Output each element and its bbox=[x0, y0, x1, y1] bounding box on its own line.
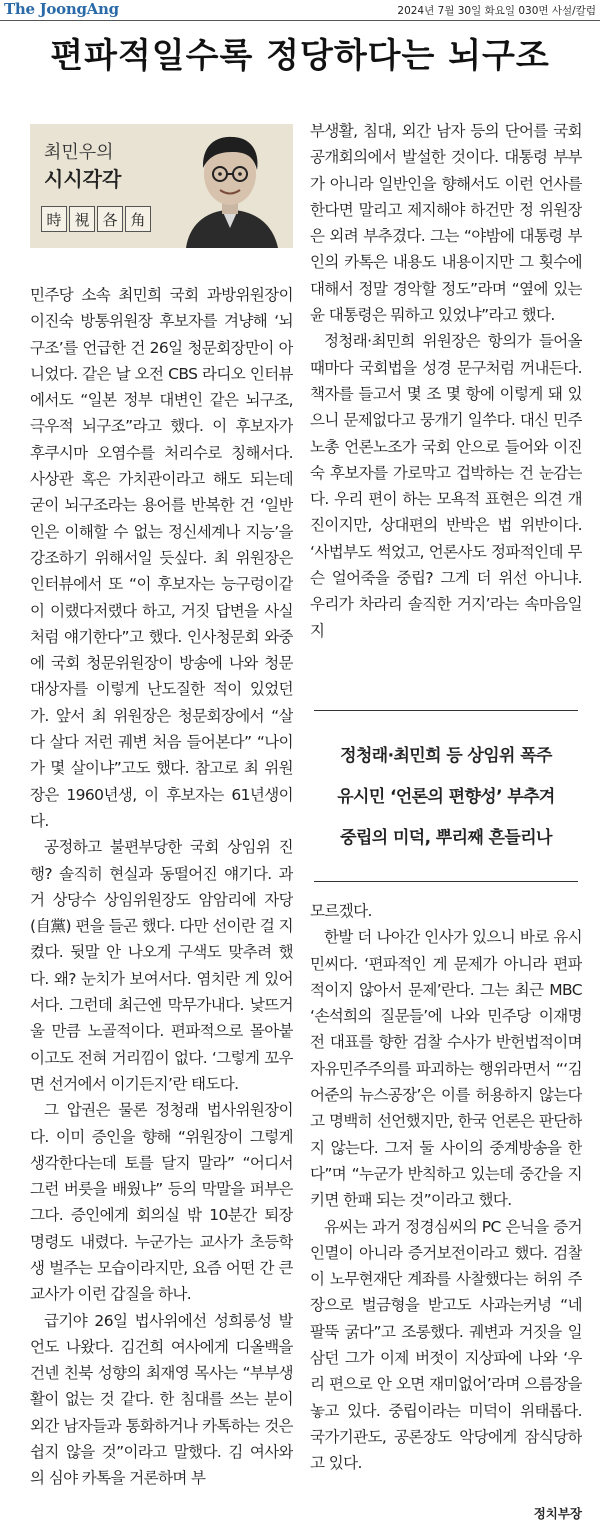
body-paragraph: 유씨는 과거 정경심씨의 PC 은닉을 증거인멸이 아니라 증거보전이라고 했다. 검찰이 노무현재단 계좌를 사찰했다는 허위 주장으로 벌금형을 받고도 사과는커녕 “네 팔뚝 굵다”고 조롱했다. 궤변과 거짓을 일삼던 그가 이제 버젓이 지상파에 나와 ‘우리 편으로 안 오면 재미없어’라며 으름장을 놓고 있다. 중립이라는 미덕이 위태롭다. 국가기관도, 공론장도 악당에게 잠식당하고 있다. bbox=[310, 1217, 582, 1473]
column-label-box bbox=[30, 124, 293, 248]
body-paragraph: 민주당 소속 최민희 국회 과방위원장이 이진숙 방통위원장 후보자를 겨냥해 ‘뇌구조’를 언급한 건 26일 청문회장만이 아니었다. 같은 날 오전 CBS 라디오 인터뷰에서도 “일본 정부 대변인 같은 뇌구조, 극우적 뇌구조”라고 했다. 이 후보자가 후쿠시마 오염수를 처리수로 칭해서다. 사상관 혹은 가치관이라고 해도 되는데 굳이 뇌구조라는 용어를 반복한 건 ‘일반인은 이해할 수 없는 정신세계나 지능’을 강조하기 위해서일 듯싶다. 최 위원장은 인터뷰에서 또 “이 후보자는 능구렁이같이 이랬다저랬다 하고, 거짓 답변을 사실처럼 얘기한다”고 했다. 인사청문회 와중에 국회 청문위원장이 방송에 나와 청문 대상자를 이렇게 난도질한 적이 있었던가. 앞서 최 위원장은 청문회장에서 “살다 살다 저런 궤변 처음 들어본다” “나이가 몇 살이냐”고도 했다. 참고로 최 위원장은 1960년생, 이 후보자는 61년생이다. bbox=[30, 286, 293, 830]
column-hanja-row bbox=[41, 206, 151, 232]
masthead bbox=[0, 0, 600, 21]
hanja-char: 時 bbox=[41, 206, 67, 232]
pull-quote bbox=[314, 710, 578, 882]
hanja-char: 各 bbox=[97, 206, 123, 232]
article-column-left bbox=[30, 282, 293, 1532]
article-column-right-bottom bbox=[310, 898, 582, 1532]
body-paragraph: 정청래·최민희 위원장은 항의가 들어올 때마다 국회법을 성경 문구처럼 꺼내든다. 책자를 들고서 몇 조 몇 항에 이렇게 돼 있으니 문제없다고 뭉개기 일쑤다. 대신 민주노총 언론노조가 국회 안으로 들어와 이진숙 후보자를 가로막고 겁박하는 건 눈감는다. 우리 편이 하는 모욕적 표현은 의견 개진이지만, 상대편의 반박은 법 위반이다. ‘사법부도 썩었고, 언론사도 정파적인데 무슨 얼어죽을 중립? 그게 더 위선 아니냐. 우리가 차라리 솔직한 거지’라는 속마음일지 bbox=[310, 332, 582, 640]
pull-quote-line: 유시민 ‘언론의 편향성’ 부추겨 bbox=[337, 787, 555, 807]
body-paragraph: 부생활, 침대, 외간 남자 등의 단어를 국회 공개회의에서 발설한 것이다. 대통령 부부가 아니라 일반인을 향해서도 이런 언사를 한다면 말리고 제지해야 하건만 정 위원장은 외려 부추겼다. 그는 “야밤에 대통령 부인의 카톡은 내용도 내용이지만 그 횟수에 대해서 정말 경악할 정도”라며 “옆에 있는 윤 대통령은 뭐하고 있었냐”라고 했다. bbox=[310, 122, 582, 325]
dateline: 2024년 7월 30일 화요일 030면 사설/칼럼 bbox=[397, 5, 596, 17]
column-author: 최민우의 bbox=[44, 142, 114, 163]
newspaper-logo[interactable]: The JoongAng bbox=[4, 0, 119, 18]
body-paragraph: 공정하고 불편부당한 국회 상임위 진행? 솔직히 현실과 동떨어진 얘기다. 과거 상당수 상임위원장도 암암리에 자당(自黨) 편을 들곤 했다. 다만 선이란 걸 지켰다. 뒷말 안 나오게 구색도 맞추려 했다. 왜? 눈치가 보여서다. 염치란 게 있어서다. 그런데 최근엔 막무가내다. 낯뜨거울 만큼 노골적이다. 편파적으로 몰아붙이고도 전혀 거리낌이 없다. ‘그렇게 꼬우면 선거에서 이기든지’란 태도다. bbox=[30, 838, 293, 1093]
article-column-right-top bbox=[310, 118, 582, 706]
body-paragraph: 한발 더 나아간 인사가 있으니 바로 유시민씨다. ‘편파적인 게 문제가 아니라 편파적이지 않아서 문제’란다. 그는 최근 MBC ‘손석희의 질문들’에 나와 민주당 이재명 전 대표를 향한 검찰 수사가 반헌법적이며 자유민주주의를 파괴하는 행위라면서 “‘김어준의 뉴스공장’은 이를 허용하지 않는다고 명백히 선언했지만, 한국 언론은 판단하지 않는다. 그저 둘 사이의 중계방송을 한다”며 “누군가 반칙하고 있는데 중간을 지키면 한패 되는 것”이라고 했다. bbox=[310, 928, 582, 1210]
article-headline: 편파적일수록 정당하다는 뇌구조 bbox=[50, 36, 550, 76]
body-paragraph: 그 압권은 물론 정청래 법사위원장이다. 이미 증인을 향해 “위원장이 그렇게 생각한다는데 토를 달지 말라” “어디서 그런 버릇을 배웠냐” 등의 막말을 퍼부은 그다. 증인에게 회의실 밖 10분간 퇴장 명령도 내렸다. 누군가는 교사가 초등학생 벌주는 모습이라지만, 요즘 어떤 간 큰 교사가 이런 갑질을 하나. bbox=[30, 1101, 293, 1304]
hanja-char: 角 bbox=[125, 206, 151, 232]
body-paragraph: 모르겠다. bbox=[310, 902, 372, 920]
body-paragraph: 급기야 26일 법사위에선 성희롱성 발언도 나왔다. 김건희 여사에게 디올백을 건넨 친북 성향의 최재영 목사는 “부부생활이 없는 것 같다. 한 침대를 쓰는 분이 외간 남자들과 통화하거나 카톡하는 것은 쉽지 않을 것”이라고 말했다. 김 여사와의 심야 카톡을 거론하며 부 bbox=[30, 1311, 293, 1488]
author-byline: 정치부장 bbox=[528, 1504, 582, 1522]
pull-quote-line: 정청래·최민희 등 상임위 폭주 bbox=[340, 746, 552, 766]
author-portrait bbox=[168, 124, 293, 248]
column-name: 시시각각 bbox=[44, 167, 122, 191]
pull-quote-line: 중립의 미덕, 뿌리째 흔들리나 bbox=[340, 828, 552, 848]
hanja-char: 視 bbox=[69, 206, 95, 232]
